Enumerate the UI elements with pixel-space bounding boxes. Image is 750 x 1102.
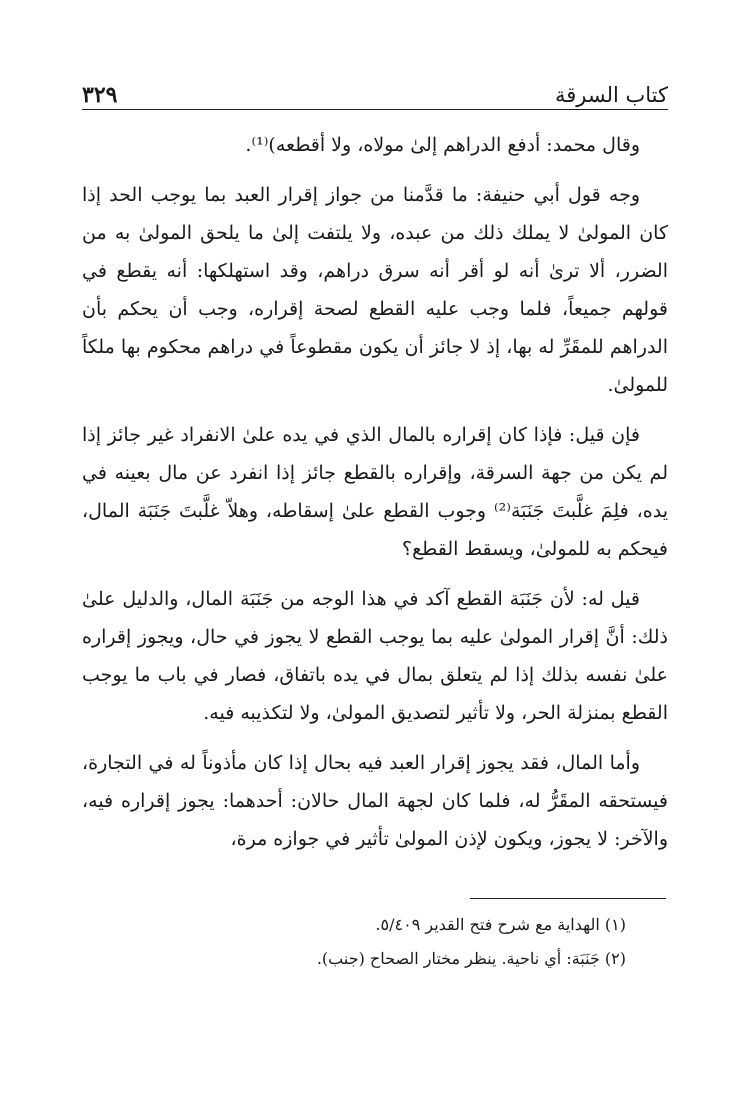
header-rule <box>82 109 668 110</box>
paragraph: وأما المال، فقد يجوز إقرار العبد فيه بحال إذا كان مأذوناً له في التجارة، فيستحقه المقَرُّ له، فلما كان لجهة المال حالان: أحدهما: يجوز إقراره فيه، والآخر: لا يجوز، ويكون لإذن المولىٰ تأثير في جوازه مرة، <box>82 752 668 850</box>
page-number: ٣٢٩ <box>82 82 118 108</box>
footnote: (١) الهداية مع شرح فتح القدير ٥/٤٠٩. <box>375 915 626 934</box>
paragraph: وقال محمد: أدفع الدراهم إلىٰ مولاه، ولا أقطعه)⁽¹⁾. <box>245 134 640 156</box>
footnote: (٢) جَنَبَة: أي ناحية. ينظر مختار الصحاح (جنب). <box>316 949 626 968</box>
footnote-rule <box>470 898 666 899</box>
paragraph: قيل له: لأن جَنَبَة القطع آكد في هذا الوجه من جَنَبَة المال، والدليل علىٰ ذلك: أنَّ إقرار المولىٰ عليه بما يوجب القطع لا يجوز في حال، ويجوز إقراره علىٰ نفسه بذلك إذا لم يتعلق بمال في يده باتفاق، فصار في باب ما يوجب القطع بمنزلة الحر، ولا تأثير لتصديق المولىٰ، ولا لتكذيبه فيه. <box>82 588 668 724</box>
running-header <box>82 72 668 108</box>
footnotes <box>82 908 668 976</box>
chapter-title: كتاب السرقة <box>554 83 668 107</box>
main-text <box>82 126 668 870</box>
paragraph: فإن قيل: فإذا كان إقراره بالمال الذي في يده علىٰ الانفراد غير جائز إذا لم يكن من جهة السرقة، وإقراره بالقطع جائز إذا انفرد عن مال بعينه في يده، فلِمَ غلَّبتَ جَنَبَة⁽²⁾ وجوب القطع علىٰ إسقاطه، وهلاّ غلَّبتَ جَنَبَة المال، فيحكم به للمولىٰ، ويسقط القطع؟ <box>82 424 669 560</box>
paragraph: وجه قول أبي حنيفة: ما قدَّمنا من جواز إقرار العبد بما يوجب الحد إذا كان المولىٰ لا يملك ذلك من عبده، ولا يلتفت إلىٰ ما يلحق المولىٰ به من الضرر، ألا ترىٰ أنه لو أقر أنه سرق دراهم، وقد استهلكها: أنه يقطع في قولهم جميعاً، فلما وجب عليه القطع لصحة إقراره، وجب أن يحكم بأن الدراهم للمقَرِّ له بها، إذ لا جائز أن يكون مقطوعاً في دراهم محكوم بها ملكاً للمولىٰ. <box>82 184 668 396</box>
